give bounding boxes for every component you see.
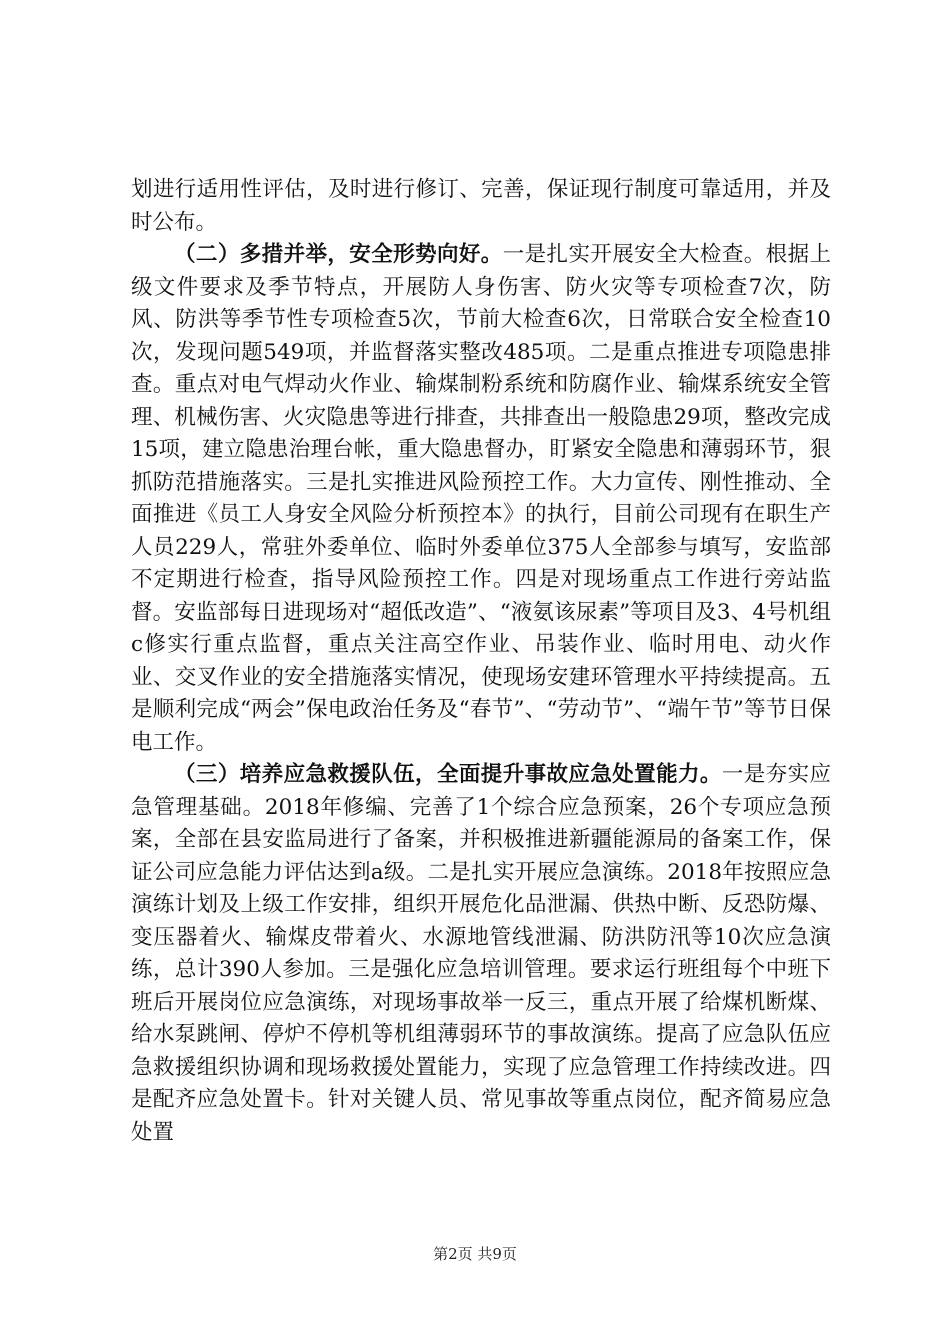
section-paragraph-3 (131, 759, 831, 1149)
section-paragraph-2 (131, 239, 831, 759)
section-body-3: 一是夯实应急管理基础。2018年修编、完善了1个综合应急预案，26个专项应急预案，全部在县安监局进行了备案，并积极推进新疆能源局的备案工作，保证公司应急能力评估达到a级。二是扎实开展应急演练。2018年按照应急演练计划及上级工作安排，组织开展危化品泄漏、供热中断、反恐防爆、变压器着火、输煤皮带着火、水源地管线泄漏、防洪防汛等10次应急演练，总计390人参加。三是强化应急培训管理。要求运行班组每个中班下班后开展岗位应急演练，对现场事故举一反三，重点开展了给煤机断煤、给水泵跳闸、停炉不停机等机组薄弱环节的事故演练。提高了应急队伍应急救援组织协调和现场救援处置能力，实现了应急管理工作持续改进。四是配齐应急处置卡。针对关键人员、常见事故等重点岗位，配齐简易应急处置 (131, 762, 831, 1145)
document-body (131, 174, 831, 1149)
section-body-2: 一是扎实开展安全大检查。根据上级文件要求及季节特点，开展防人身伤害、防火灾等专项检查7次，防风、防洪等季节性专项检查5次，节前大检查6次，日常联合安全检查10次，发现问题549项，并监督落实整改485项。二是重点推进专项隐患排查。重点对电气焊动火作业、输煤制粉系统和防腐作业、输煤系统安全管理、机械伤害、火灾隐患等进行排查，共排查出一般隐患29项，整改完成15项，建立隐患治理台帐，重大隐患督办，盯紧安全隐患和薄弱环节，狠抓防范措施落实。三是扎实推进风险预控工作。大力宣传、刚性推动、全面推进《员工人身安全风险分析预控本》的执行，目前公司现有在职生产人员229人，常驻外委单位、临时外委单位375人全部参与填写，安监部不定期进行检查，指导风险预控工作。四是对现场重点工作进行旁站监督。安监部每日进现场对“超低改造”、“液氨该尿素”等项目及3、4号机组c修实行重点监督，重点关注高空作业、吊装作业、临时用电、动火作业、交叉作业的安全措施落实情况，使现场安建环管理水平持续提高。五是顺利完成“两会”保电政治任务及“春节”、“劳动节”、“端午节”等节日保电工作。 (131, 242, 831, 755)
section-heading-2: （二）多措并举，安全形势向好。 (174, 242, 503, 267)
section-heading-3: （三）培养应急救援队伍，全面提升事故应急处置能力。 (174, 762, 722, 787)
continuation-paragraph: 划进行适用性评估，及时进行修订、完善，保证现行制度可靠适用，并及时公布。 (131, 177, 831, 235)
page-footer: 第2页 共9页 (433, 1245, 517, 1263)
